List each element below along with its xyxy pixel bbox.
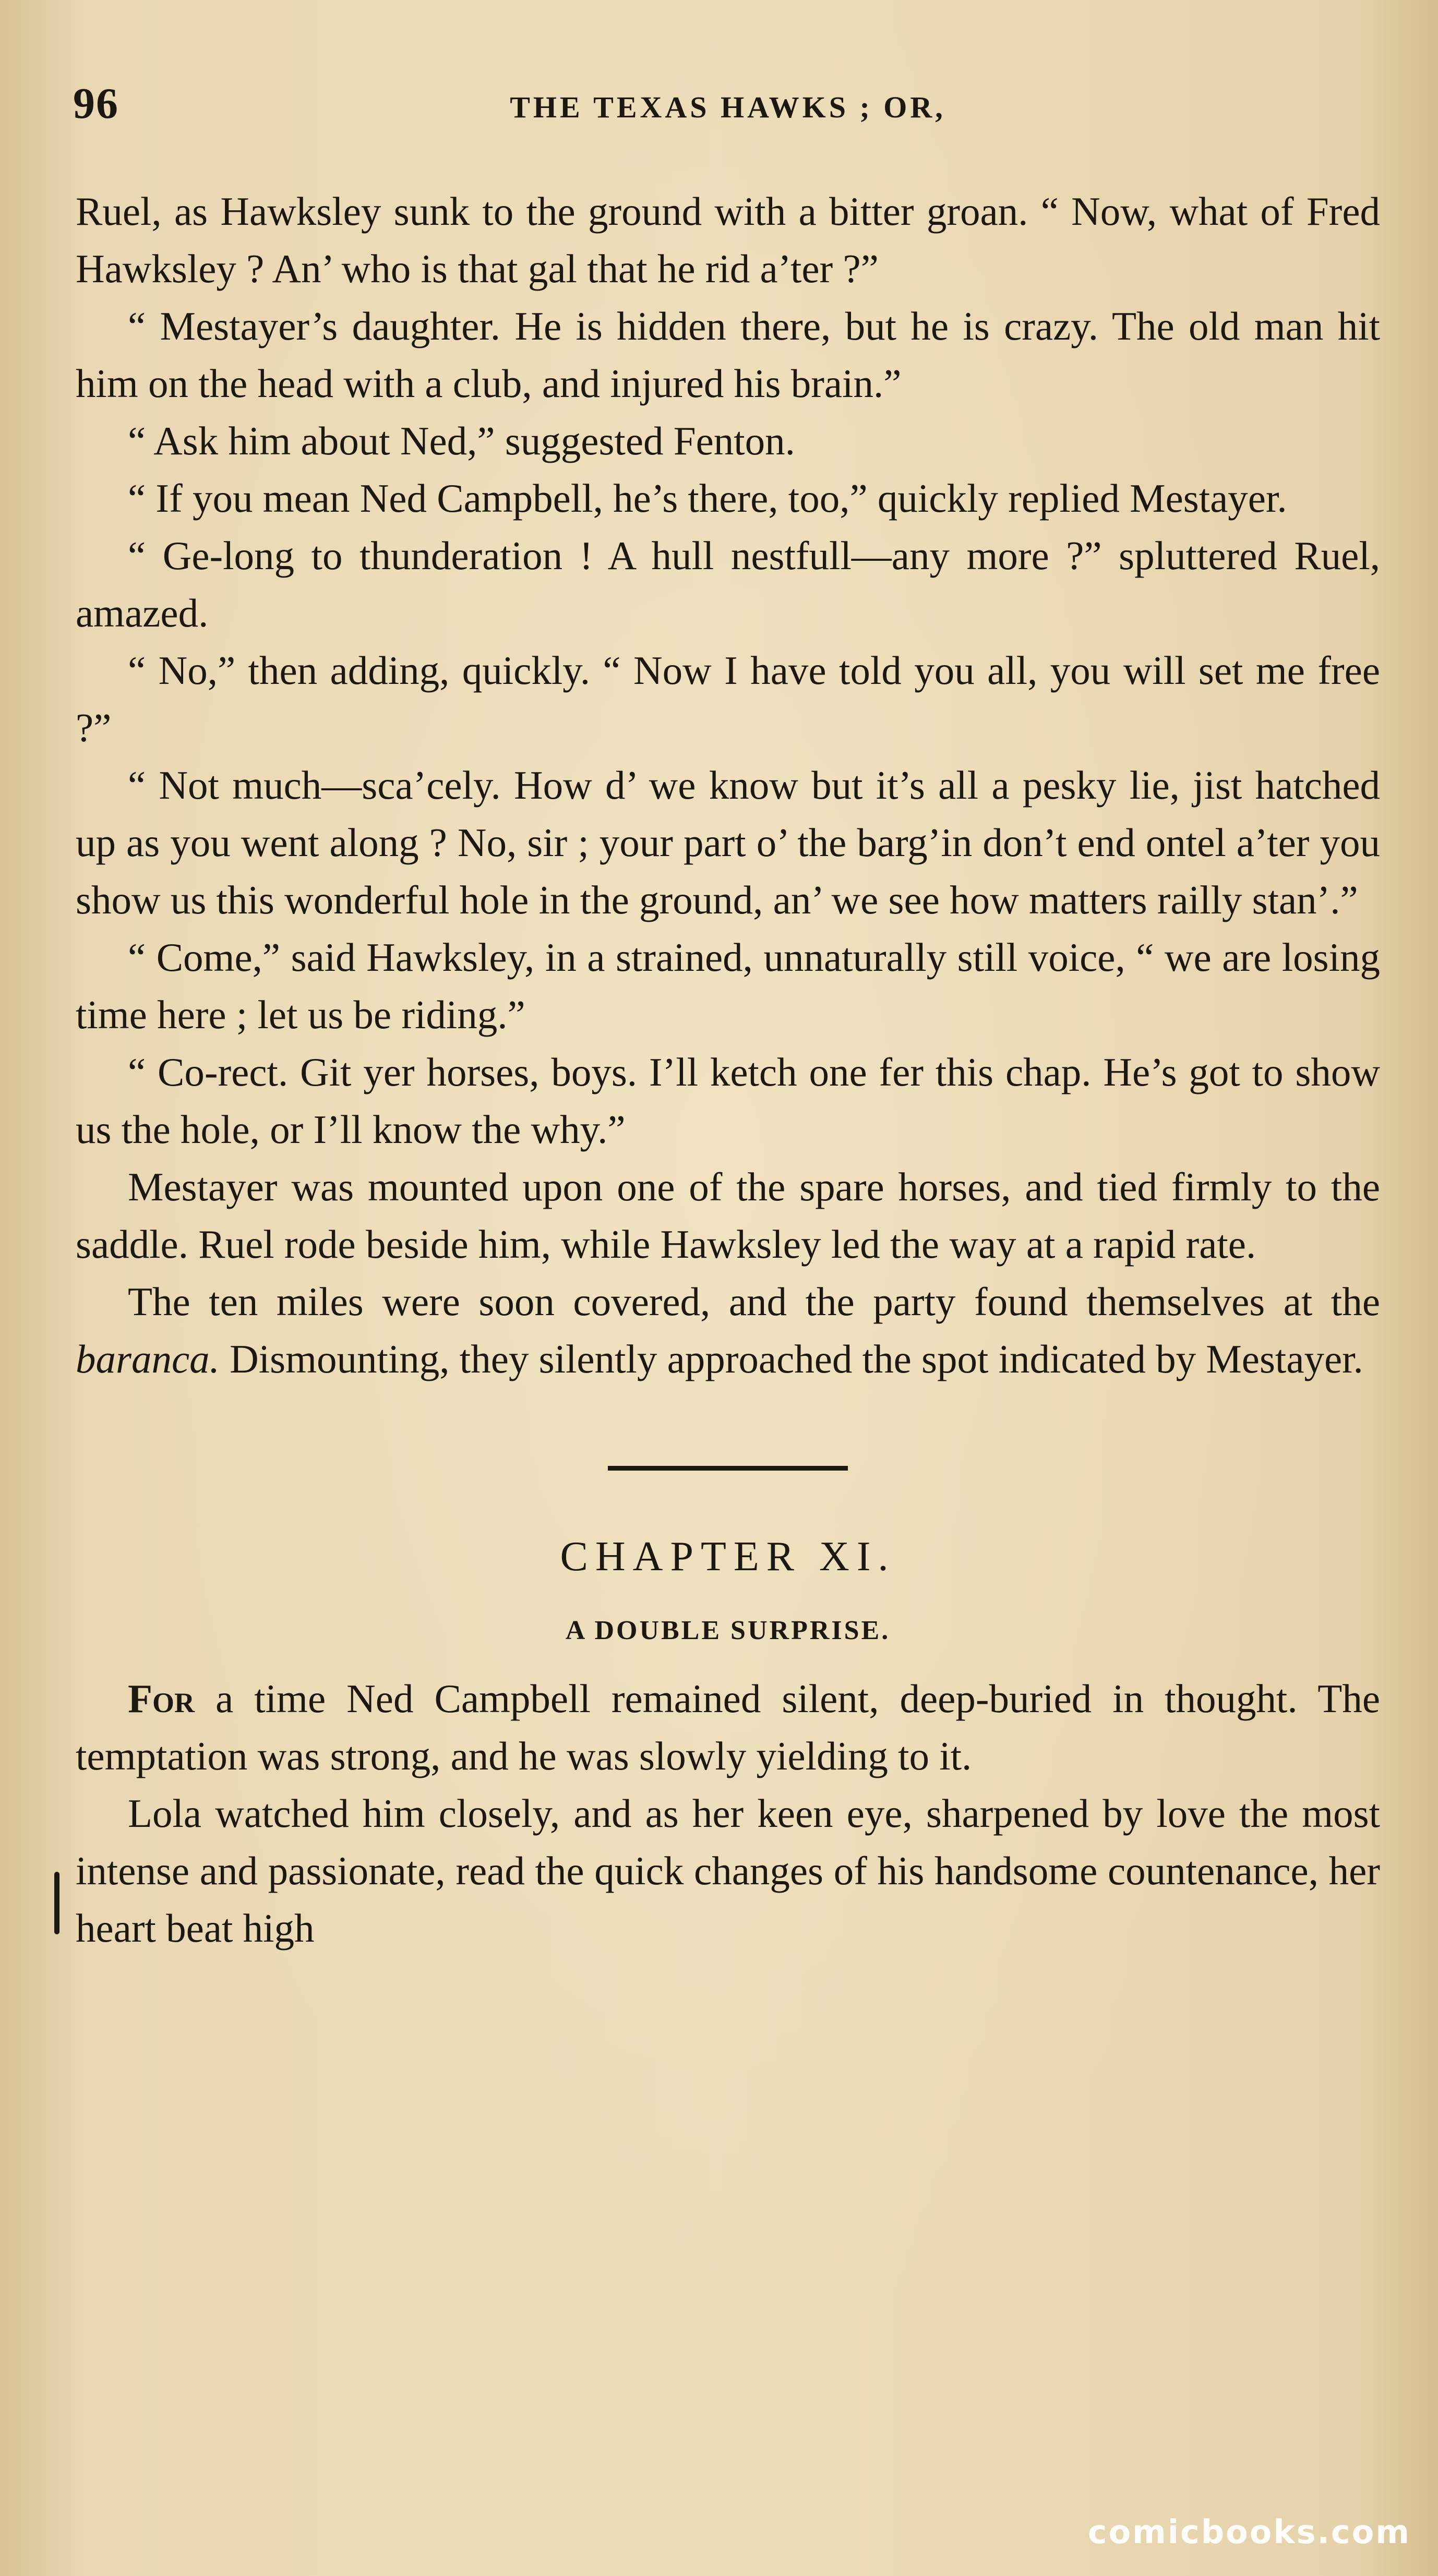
paragraph-text: a time Ned Campbell remained silent, deep-buried in thought. The temptation was strong, and he was slowly yielding to it.: [76, 1676, 1380, 1778]
chapter-title: CHAPTER XI.: [560, 1534, 896, 1580]
paragraph: “ If you mean Ned Campbell, he’s there, too,” quickly replied Mestayer.: [128, 476, 1287, 521]
paragraph-text: Dismounting, they silently approached the spot indicated by Mestayer.: [219, 1337, 1363, 1381]
paragraph-text: The ten miles were soon covered, and the party found themselves at the: [128, 1279, 1380, 1324]
section-divider: [608, 1466, 848, 1471]
page-number: 96: [73, 79, 119, 128]
chapter-first-paragraph: [76, 1670, 1380, 1785]
italic-word: baranca.: [76, 1337, 220, 1381]
page-header: [73, 78, 1383, 141]
paragraph: “ Co-rect. Git yer horses, boys. I’ll ketch one fer this chap. He’s got to show us the hole, or I’ll know the why.”: [76, 1050, 1380, 1152]
paragraph: “ Ge-long to thunderation ! A hull nestfull—any more ?” spluttered Ruel, amazed.: [76, 533, 1380, 635]
paragraph: Lola watched him closely, and as her keen eye, sharpened by love the most intense and passionate, read the quick changes of his handsome countenance, her heart beat high: [76, 1791, 1380, 1951]
paragraph: “ No,” then adding, quickly. “ Now I have told you all, you will set me free ?”: [76, 648, 1380, 750]
chapter-first-word: For: [128, 1676, 195, 1721]
watermark-logo: comicbooks.com: [1087, 2513, 1411, 2551]
running-head: THE TEXAS HAWKS ; OR,: [510, 90, 946, 124]
body-text: [76, 183, 1380, 1957]
paragraph: Ruel, as Hawksley sunk to the ground with a bitter groan. “ Now, what of Fred Hawksley ? An’ who is that gal that he rid a’ter ?”: [76, 189, 1380, 291]
paragraph-with-italic: [76, 1273, 1380, 1388]
paragraph: “ Come,” said Hawksley, in a strained, unnaturally still voice, “ we are losing time here ; let us be riding.”: [76, 935, 1380, 1037]
paragraph: “ Mestayer’s daughter. He is hidden there, but he is crazy. The old man hit him on the head with a club, and injured his brain.”: [76, 304, 1380, 406]
margin-ink-mark: [54, 1872, 59, 1934]
paragraph: “ Not much—sca’cely. How d’ we know but it’s all a pesky lie, jist hatched up as you went along ? No, sir ; your part o’ the barg’in don’t end ontel a’ter you show us this wonderful hole in the ground, an’ we see how matters railly stan’.”: [76, 763, 1380, 922]
paragraph: Mestayer was mounted upon one of the spare horses, and tied firmly to the saddle. Ruel rode beside him, while Hawksley led the way at a rapid rate.: [76, 1164, 1380, 1267]
paragraph: “ Ask him about Ned,” suggested Fenton.: [128, 418, 795, 463]
chapter-subtitle: A DOUBLE SURPRISE.: [565, 1616, 891, 1645]
